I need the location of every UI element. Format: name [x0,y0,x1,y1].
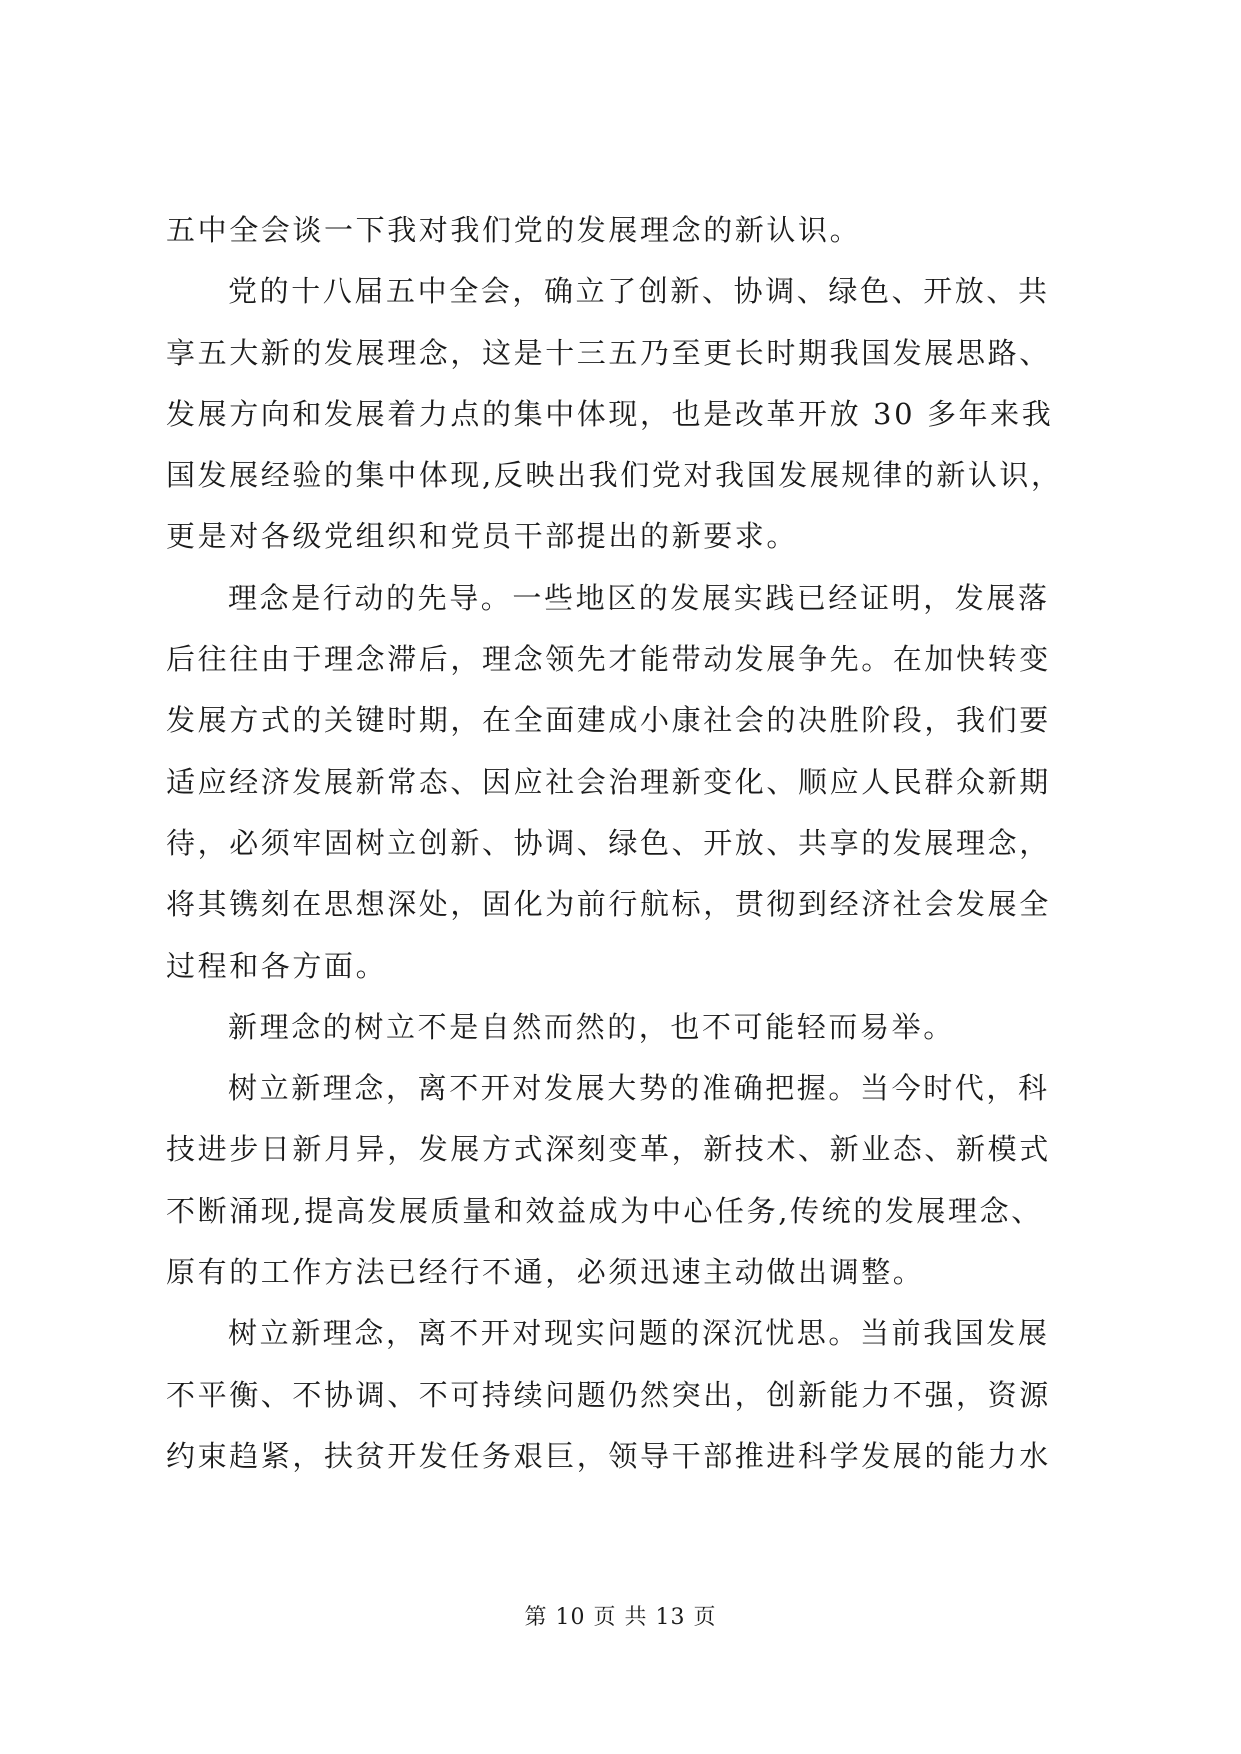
paragraph-start-line: 理念是行动的先导。一些地区的发展实践已经证明，发展落 [228,580,1050,615]
text-line: 国发展经验的集中体现,反映出我们党对我国发展规律的新认识， [166,458,1063,493]
paragraph-start-line: 树立新理念，离不开对现实问题的深沉忧思。当前我国发展 [228,1316,1050,1351]
paragraph-start-line: 树立新理念，离不开对发展大势的准确把握。当今时代，科 [228,1071,1050,1106]
text-line: 更是对各级党组织和党员干部提出的新要求。 [166,519,799,554]
text-line: 不断涌现,提高发展质量和效益成为中心任务,传统的发展理念、 [166,1193,1043,1228]
text-line: 技进步日新月异，发展方式深刻变革，新技术、新业态、新模式 [166,1132,1051,1167]
text-line: 将其镌刻在思想深处，固化为前行航标，贯彻到经济社会发展全 [166,887,1051,922]
text-line: 后往往由于理念滞后，理念领先才能带动发展争先。在加快转变 [166,642,1051,677]
text-line: 享五大新的发展理念，这是十三五乃至更长时期我国发展思路、 [166,335,1051,370]
text-line: 发展方式的关键时期，在全面建成小康社会的决胜阶段，我们要 [166,703,1051,738]
document-body [166,200,1086,1487]
page-number-footer: 第 10 页 共 13 页 [524,1605,717,1630]
text-line: 不平衡、不协调、不可持续问题仍然突出，创新能力不强，资源 [166,1377,1051,1412]
text-line: 过程和各方面。 [166,948,388,983]
paragraph-start-line: 新理念的树立不是自然而然的，也不可能轻而易举。 [228,1009,955,1044]
text-line: 五中全会谈一下我对我们党的发展理念的新认识。 [166,213,862,247]
text-line: 约束趋紧，扶贫开发任务艰巨，领导干部推进科学发展的能力水 [166,1438,1051,1473]
text-line: 待，必须牢固树立创新、协调、绿色、开放、共享的发展理念， [166,825,1051,860]
text-line: 适应经济发展新常态、因应社会治理新变化、顺应人民群众新期 [166,764,1051,799]
paragraph-start-line: 党的十八届五中全会，确立了创新、协调、绿色、开放、共 [228,274,1050,309]
text-line: 发展方向和发展着力点的集中体现，也是改革开放 30 多年来我 [166,396,1054,431]
text-line: 原有的工作方法已经行不通，必须迅速主动做出调整。 [166,1255,925,1290]
